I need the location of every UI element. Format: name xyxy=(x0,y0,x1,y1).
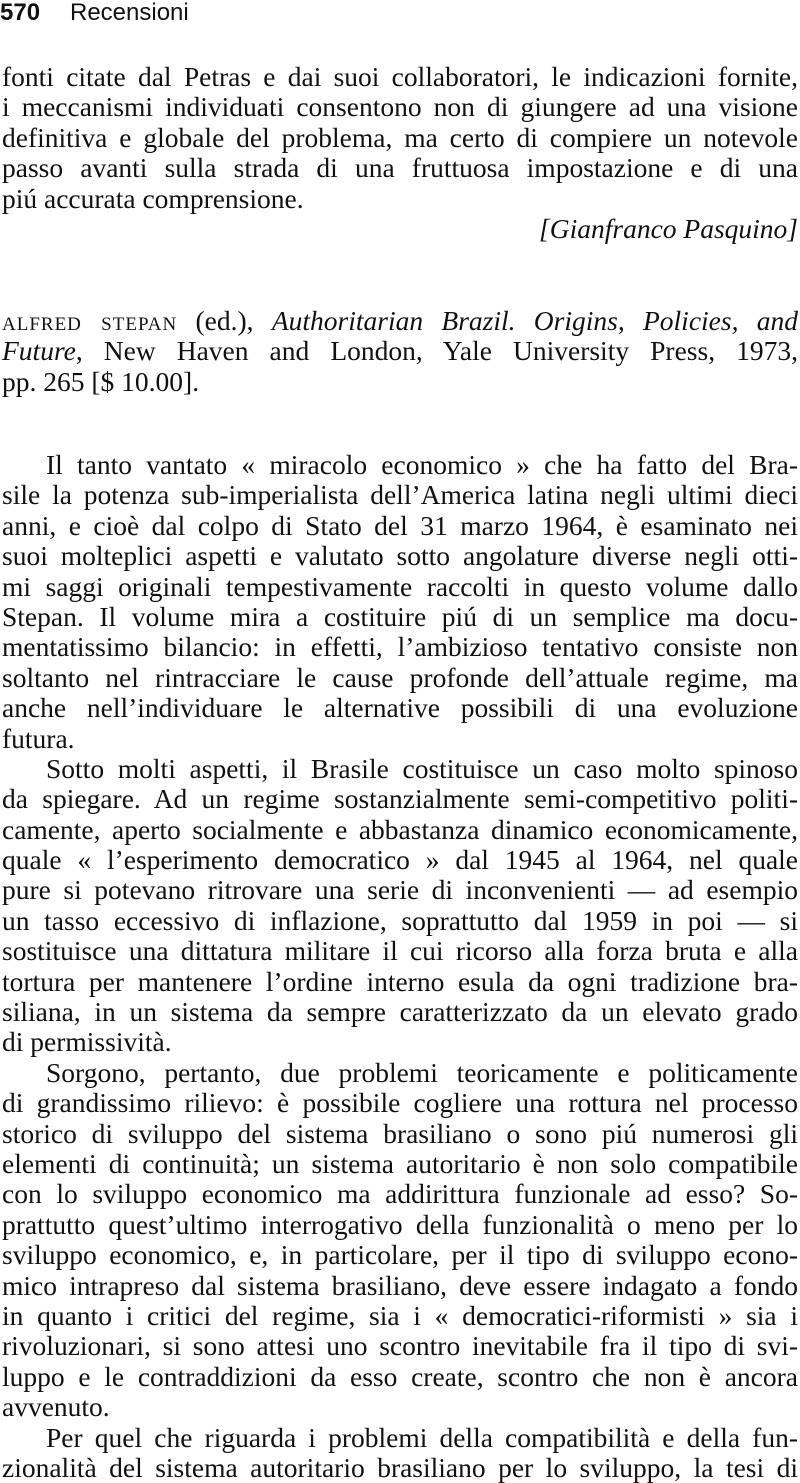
text-line: piú accurata comprensione. xyxy=(2,184,798,214)
running-header xyxy=(0,0,189,28)
text-line: mentatissimo bilancio: in effetti, l’ambizioso tentativo consiste non xyxy=(2,632,798,662)
paragraph xyxy=(2,1058,798,1423)
page-number: 570 xyxy=(0,0,70,28)
editor-note: (ed.), xyxy=(177,305,272,336)
text-line: di permissività. xyxy=(2,1027,798,1057)
text-line: quale « l’esperimento democratico » dal 1945 al 1964, nel quale xyxy=(2,845,798,875)
book-title: Authoritarian Brazil. Origins, Policies, and xyxy=(272,305,798,336)
text-line: anni, e cioè dal colpo di Stato del 31 marzo 1964, è esaminato nei xyxy=(2,511,798,541)
text-line: mi saggi originali tempestivamente raccolti in questo volume dallo xyxy=(2,572,798,602)
paragraph xyxy=(2,1423,798,1483)
text-line: soltanto nel rintracciare le cause profonde dell’attuale regime, ma xyxy=(2,663,798,693)
text-line: sviluppo economico, e, in particolare, per il tipo di sviluppo econo- xyxy=(2,1240,798,1270)
text-line: luppo e le contraddizioni da esso create, scontro che non è ancora xyxy=(2,1362,798,1392)
text-line: passo avanti sulla strada di una fruttuosa impostazione e di una xyxy=(2,153,798,183)
text-line: tortura per mantenere l’ordine interno esula da ogni tradizione bra- xyxy=(2,967,798,997)
text-line: di grandissimo rilievo: è possibile cogliere una rottura nel processo xyxy=(2,1088,798,1118)
text-line: zionalità del sistema autoritario brasiliano per lo sviluppo, la tesi di xyxy=(2,1453,798,1483)
text-line: rivoluzionari, si sono attesi uno scontro inevitabile fra il tipo di svi- xyxy=(2,1331,798,1361)
review-body xyxy=(2,450,798,1483)
text-line: siliana, in un sistema da sempre caratterizzato da un elevato grado xyxy=(2,997,798,1027)
text-line: sile la potenza sub-imperialista dell’America latina negli ultimi dieci xyxy=(2,480,798,510)
text-line: camente, aperto socialmente e abbastanza dinamico economicamente, xyxy=(2,815,798,845)
book-citation xyxy=(2,306,798,397)
text-line: i meccanismi individuati consentono non di giungere ad una visione xyxy=(2,92,798,122)
text-line: sostituisce una dittatura militare il cui ricorso alla forza bruta e alla xyxy=(2,936,798,966)
paragraph xyxy=(2,754,798,1058)
text-line: Sotto molti aspetti, il Brasile costituisce un caso molto spinoso xyxy=(2,754,798,784)
text-line: pure si potevano ritrovare una serie di inconvenienti — ad esempio xyxy=(2,875,798,905)
text-line: prattutto quest’ultimo interrogativo della funzionalità o meno per lo xyxy=(2,1210,798,1240)
book-title-cont: Future xyxy=(2,335,76,366)
pages-price: pp. 265 [$ 10.00]. xyxy=(2,367,798,397)
publisher-info: , New Haven and London, Yale University Press, 1973, xyxy=(76,335,798,366)
text-line: avvenuto. xyxy=(2,1392,798,1422)
text-line: elementi di continuità; un sistema autoritario è non solo compatibile xyxy=(2,1149,798,1179)
text-line: mico intrapreso dal sistema brasiliano, deve essere indagato a fondo xyxy=(2,1271,798,1301)
text-line: definitiva e globale del problema, ma certo di compiere un notevole xyxy=(2,123,798,153)
text-line: un tasso eccessivo di inflazione, soprattutto dal 1959 in poi — si xyxy=(2,906,798,936)
text-line: Sorgono, pertanto, due problemi teoricamente e politicamente xyxy=(2,1058,798,1088)
section-title: Recensioni xyxy=(70,0,189,26)
text-line: Per quel che riguarda i problemi della compatibilità e della fun- xyxy=(2,1423,798,1453)
text-line: anche nell’individuare le alternative possibili di una evoluzione xyxy=(2,693,798,723)
text-line: futura. xyxy=(2,724,798,754)
text-line: Il tanto vantato « miracolo economico » che ha fatto del Bra- xyxy=(2,450,798,480)
text-line: Stepan. Il volume mira a costituire piú di un semplice ma docu- xyxy=(2,602,798,632)
text-line: fonti citate dal Petras e dai suoi collaboratori, le indicazioni fornite, xyxy=(2,62,798,92)
text-line: con lo sviluppo economico ma addirittura funzionale ad esso? So- xyxy=(2,1179,798,1209)
reviewer-signature: [Gianfranco Pasquino] xyxy=(2,214,798,244)
paragraph xyxy=(2,450,798,754)
text-line: suoi molteplici aspetti e valutato sotto angolature diverse negli otti- xyxy=(2,541,798,571)
book-author: alfred stepan xyxy=(2,305,177,336)
previous-review-ending xyxy=(2,62,798,244)
text-line: in quanto i critici del regime, sia i « democratici-riformisti » sia i xyxy=(2,1301,798,1331)
text-line: da spiegare. Ad un regime sostanzialmente semi-competitivo politi- xyxy=(2,784,798,814)
text-line: storico di sviluppo del sistema brasiliano o sono piú numerosi gli xyxy=(2,1119,798,1149)
